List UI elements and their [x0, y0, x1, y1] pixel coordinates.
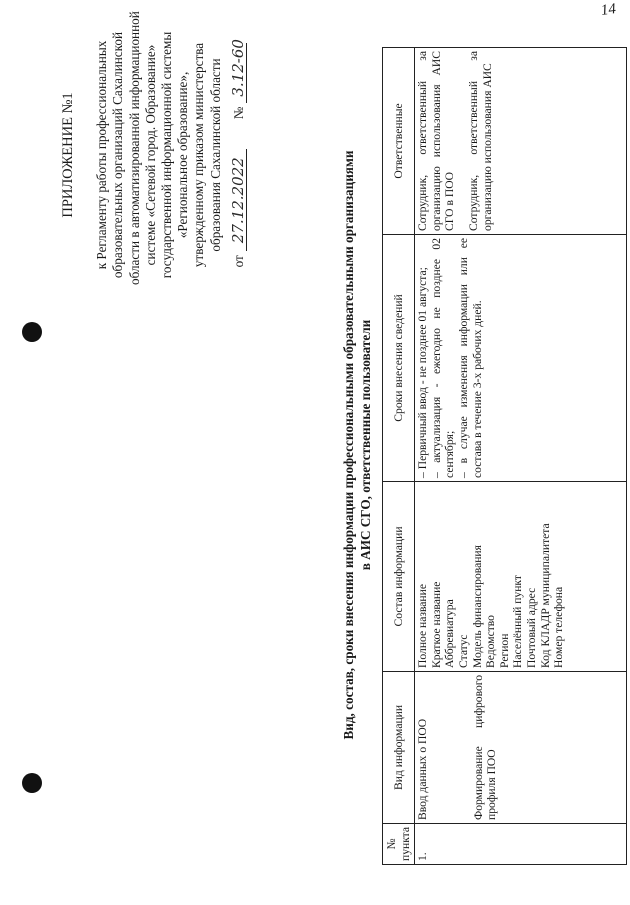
- header-cell-number: № пункта: [383, 823, 415, 864]
- from-label: от: [230, 255, 246, 268]
- composition-item: Полное название: [416, 584, 430, 668]
- cell-responsible: [415, 47, 627, 234]
- cell-composition: [415, 481, 627, 671]
- type-item: Формирование цифрового профиля ПОО: [471, 674, 499, 820]
- appendix-block: [60, 11, 247, 285]
- composition-item: Статус: [456, 634, 470, 668]
- table-row: [415, 47, 627, 864]
- header-cell-type: Вид информации: [383, 671, 415, 823]
- appendix-line: к Регламенту работы профессиональных: [94, 40, 110, 270]
- header-cell-composition: Состав информации: [383, 481, 415, 671]
- cell-type: [415, 671, 627, 823]
- order-reference: [230, 25, 247, 285]
- cell-number: 1.: [415, 823, 627, 864]
- document-title-line: Вид, состав, сроки внесения информации профессиональными образовательными организациями: [341, 150, 356, 740]
- table-header-row: [383, 47, 415, 864]
- composition-item: Почтовый адрес: [524, 587, 538, 668]
- type-item: Ввод данных о ПОО: [416, 718, 430, 820]
- header-cell-responsible: Ответственные: [383, 47, 415, 234]
- responsible-item: Сотрудник, ответственный за организацию использования АИС: [466, 50, 494, 231]
- composition-item: Регион: [497, 633, 511, 668]
- composition-item: Краткое название: [429, 581, 443, 668]
- composition-item: Населённый пункт: [511, 575, 525, 668]
- header-cell-deadlines: Сроки внесения сведений: [383, 234, 415, 481]
- appendix-line: образовательных организаций Сахалинской: [110, 31, 126, 279]
- appendix-line: государственной информационной системы: [159, 31, 175, 279]
- document-title-line: в АИС СГО, ответственные пользователи: [358, 319, 373, 571]
- appendix-title: ПРИЛОЖЕНИЕ №1: [60, 92, 76, 218]
- number-label: №: [230, 106, 246, 120]
- composition-item: Модель финансирования: [470, 545, 484, 668]
- appendix-line: утвержденному приказом министерства: [191, 42, 207, 268]
- appendix-line: области в автоматизированной информационной: [126, 11, 142, 285]
- deadline-item: – в случае изменения информации или ее состава в течение 3-х рабочих дней.: [456, 237, 484, 478]
- responsible-item: Сотрудник, ответственный за организацию использования АИС СГО в ПОО: [416, 50, 457, 231]
- appendix-line: образования Сахалинской области: [207, 58, 223, 252]
- composition-item: Код КЛАДР муниципалитета: [538, 523, 552, 668]
- info-table: [382, 47, 627, 865]
- composition-item: Ведомство: [484, 615, 498, 668]
- deadline-item: – Первичный ввод - не позднее 01 августа;: [416, 267, 430, 478]
- composition-item: Номер телефона: [552, 586, 566, 668]
- page-number: 14: [599, 1, 617, 19]
- deadline-item: – актуализация - ежегодно не позднее 02 сентября;: [429, 237, 457, 478]
- composition-item: Аббревиатура: [443, 599, 457, 668]
- document-title: [340, 25, 374, 865]
- appendix-line: системе «Сетевой город. Образование»: [142, 44, 158, 266]
- handwritten-date: 27.12.2022: [230, 149, 247, 251]
- handwritten-number: 3.12-60: [230, 43, 247, 103]
- appendix-line: «Региональное образование»,: [175, 71, 191, 239]
- cell-deadlines: [415, 234, 627, 481]
